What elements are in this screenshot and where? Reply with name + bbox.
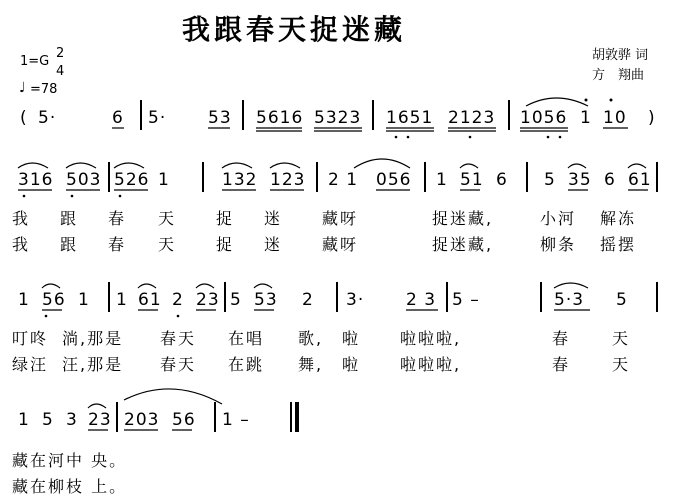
row1-note: 123	[270, 170, 306, 190]
octave-dot	[547, 136, 550, 139]
accent-dot	[610, 99, 613, 102]
lyric-verse2: 藏呀	[322, 235, 359, 254]
octave-dot	[407, 136, 410, 139]
row2-note: 1	[18, 290, 30, 310]
lyric-verse1: 啦	[342, 329, 361, 348]
lyric-verse2: 绿汪	[12, 355, 49, 374]
lyric-verse1: 春	[108, 209, 127, 228]
tempo-marking: =78	[30, 82, 58, 97]
lyric-verse1: 捉迷藏,	[432, 209, 494, 228]
lyric-verse2: 汪,那是	[62, 355, 124, 374]
lyric-verse2: 春	[108, 235, 127, 254]
row2-note: 53	[254, 290, 278, 310]
tie	[460, 164, 478, 168]
lyric-verse1: 在唱	[228, 329, 265, 348]
row1-note: 6	[496, 170, 508, 190]
intro-note: 5616	[256, 108, 304, 128]
intro-note: 1	[580, 108, 592, 128]
row1-note: 61	[628, 170, 652, 190]
row2-note: 2 3	[406, 290, 437, 310]
tie	[254, 284, 272, 288]
intro-note: 10	[603, 108, 627, 128]
row2-note: 5	[230, 290, 242, 310]
lyric-verse1: 小河	[540, 209, 577, 228]
lyric-verse2: 舞,	[298, 355, 324, 374]
composer-credit: 方 翔曲	[592, 68, 645, 83]
row1-note: 132	[222, 170, 258, 190]
intro-close-paren: )	[648, 108, 656, 128]
lyric-verse1: 我	[12, 209, 31, 228]
lyric-verse2: 柳条	[540, 235, 577, 254]
intro-open-paren: (	[20, 108, 28, 128]
tie	[114, 163, 144, 168]
row2-note: 23	[196, 290, 220, 310]
lyric-verse2: 啦啦啦,	[400, 355, 462, 374]
octave-dot	[45, 315, 48, 318]
tie	[124, 389, 222, 404]
lyric-verse1: 藏呀	[322, 209, 359, 228]
row3-note: 56	[172, 410, 196, 430]
row1-note: 526	[114, 170, 150, 190]
row2-note: 61	[138, 290, 162, 310]
intro-note: 1651	[386, 108, 434, 128]
row1-note: 316	[18, 170, 54, 190]
page-title: 我跟春天捉迷藏	[182, 13, 407, 46]
row3-note: 3	[66, 410, 78, 430]
tie	[18, 163, 48, 168]
row2-note: 5	[616, 290, 628, 310]
lyric-verse2: 春天	[160, 355, 197, 374]
intro-note: 5·	[38, 108, 57, 128]
accent-dot	[585, 99, 588, 102]
intro-note: 6	[112, 108, 124, 128]
lyric-verse1: 淌,那是	[62, 329, 124, 348]
lyric-verse1: 捉	[216, 209, 235, 228]
row1-note: 1	[158, 170, 170, 190]
tie	[66, 163, 96, 168]
row3-note: 5	[42, 410, 54, 430]
lyric-verse1: 叮咚	[12, 329, 49, 348]
lyric-verse1: 啦啦啦,	[400, 329, 462, 348]
octave-dot	[119, 195, 122, 198]
tie	[88, 404, 106, 408]
tempo-note-icon: ♩	[19, 80, 26, 96]
key-signature: 1=G	[20, 54, 50, 69]
row2-note: 5·3	[554, 290, 585, 310]
tie	[568, 164, 586, 168]
row2-note: 1	[116, 290, 128, 310]
tie	[222, 163, 252, 168]
tie	[138, 284, 156, 288]
time-signature-top: 2	[56, 46, 65, 61]
octave-dot	[469, 136, 472, 139]
tie	[354, 159, 410, 168]
lyric-verse2: 捉	[216, 235, 235, 254]
row1-note: 5	[544, 170, 556, 190]
row2-note: 56	[42, 290, 66, 310]
row1-note: 503	[66, 170, 102, 190]
tie	[628, 164, 646, 168]
tie	[270, 163, 300, 168]
lyric-verse1: 天	[612, 329, 631, 348]
lyric-verse1: 歌,	[298, 329, 324, 348]
row2-note: 1	[78, 290, 90, 310]
lyric-verse2: 摇摆	[600, 235, 637, 254]
lyric-verse2: 啦	[342, 355, 361, 374]
octave-dot	[177, 315, 180, 318]
row2-note: 5 –	[452, 290, 480, 310]
intro-note: 1056	[520, 108, 568, 128]
lyric-verse2: 天	[612, 355, 631, 374]
row3-note: 203	[124, 410, 160, 430]
lyric-verse2: 我	[12, 235, 31, 254]
row2-note: 2	[172, 290, 184, 310]
lyric-verse1: 藏在河中 央。	[12, 451, 128, 470]
row2-note: 3·	[346, 290, 365, 310]
row1-note: 51	[460, 170, 484, 190]
row1-note: 6	[604, 170, 616, 190]
row3-note: 23	[88, 410, 112, 430]
octave-dot	[395, 136, 398, 139]
tie	[526, 98, 588, 106]
row1-note: 056	[376, 170, 412, 190]
intro-note: 2123	[448, 108, 496, 128]
lyric-verse2: 天	[158, 235, 177, 254]
intro-note: 5·	[148, 108, 167, 128]
octave-dot	[559, 136, 562, 139]
lyric-verse1: 迷	[264, 209, 283, 228]
tie	[554, 283, 588, 288]
lyric-verse2: 捉迷藏,	[432, 235, 494, 254]
intro-note: 53	[208, 108, 232, 128]
lyric-verse2: 跟	[60, 235, 79, 254]
row1-note: 2 1	[328, 170, 359, 190]
row3-note: 1	[18, 410, 30, 430]
lyric-verse1: 跟	[60, 209, 79, 228]
lyricist-credit: 胡敦骅 词	[592, 48, 649, 63]
tie	[196, 284, 214, 288]
intro-note: 5323	[314, 108, 362, 128]
lyric-verse2: 在跳	[228, 355, 265, 374]
row3-note: 1 –	[222, 410, 250, 430]
octave-dot	[71, 195, 74, 198]
row2-note: 2	[302, 290, 314, 310]
lyric-verse1: 春	[552, 329, 571, 348]
row1-note: 35	[568, 170, 592, 190]
lyric-verse1: 天	[158, 209, 177, 228]
octave-dot	[23, 195, 26, 198]
tie	[42, 284, 60, 288]
lyric-verse2: 藏在柳枝 上。	[12, 477, 128, 496]
lyric-verse2: 春	[552, 355, 571, 374]
lyric-verse2: 迷	[264, 235, 283, 254]
lyric-verse1: 解冻	[600, 209, 637, 228]
row1-note: 1	[436, 170, 448, 190]
time-signature-bottom: 4	[56, 64, 65, 79]
lyric-verse1: 春天	[160, 329, 197, 348]
